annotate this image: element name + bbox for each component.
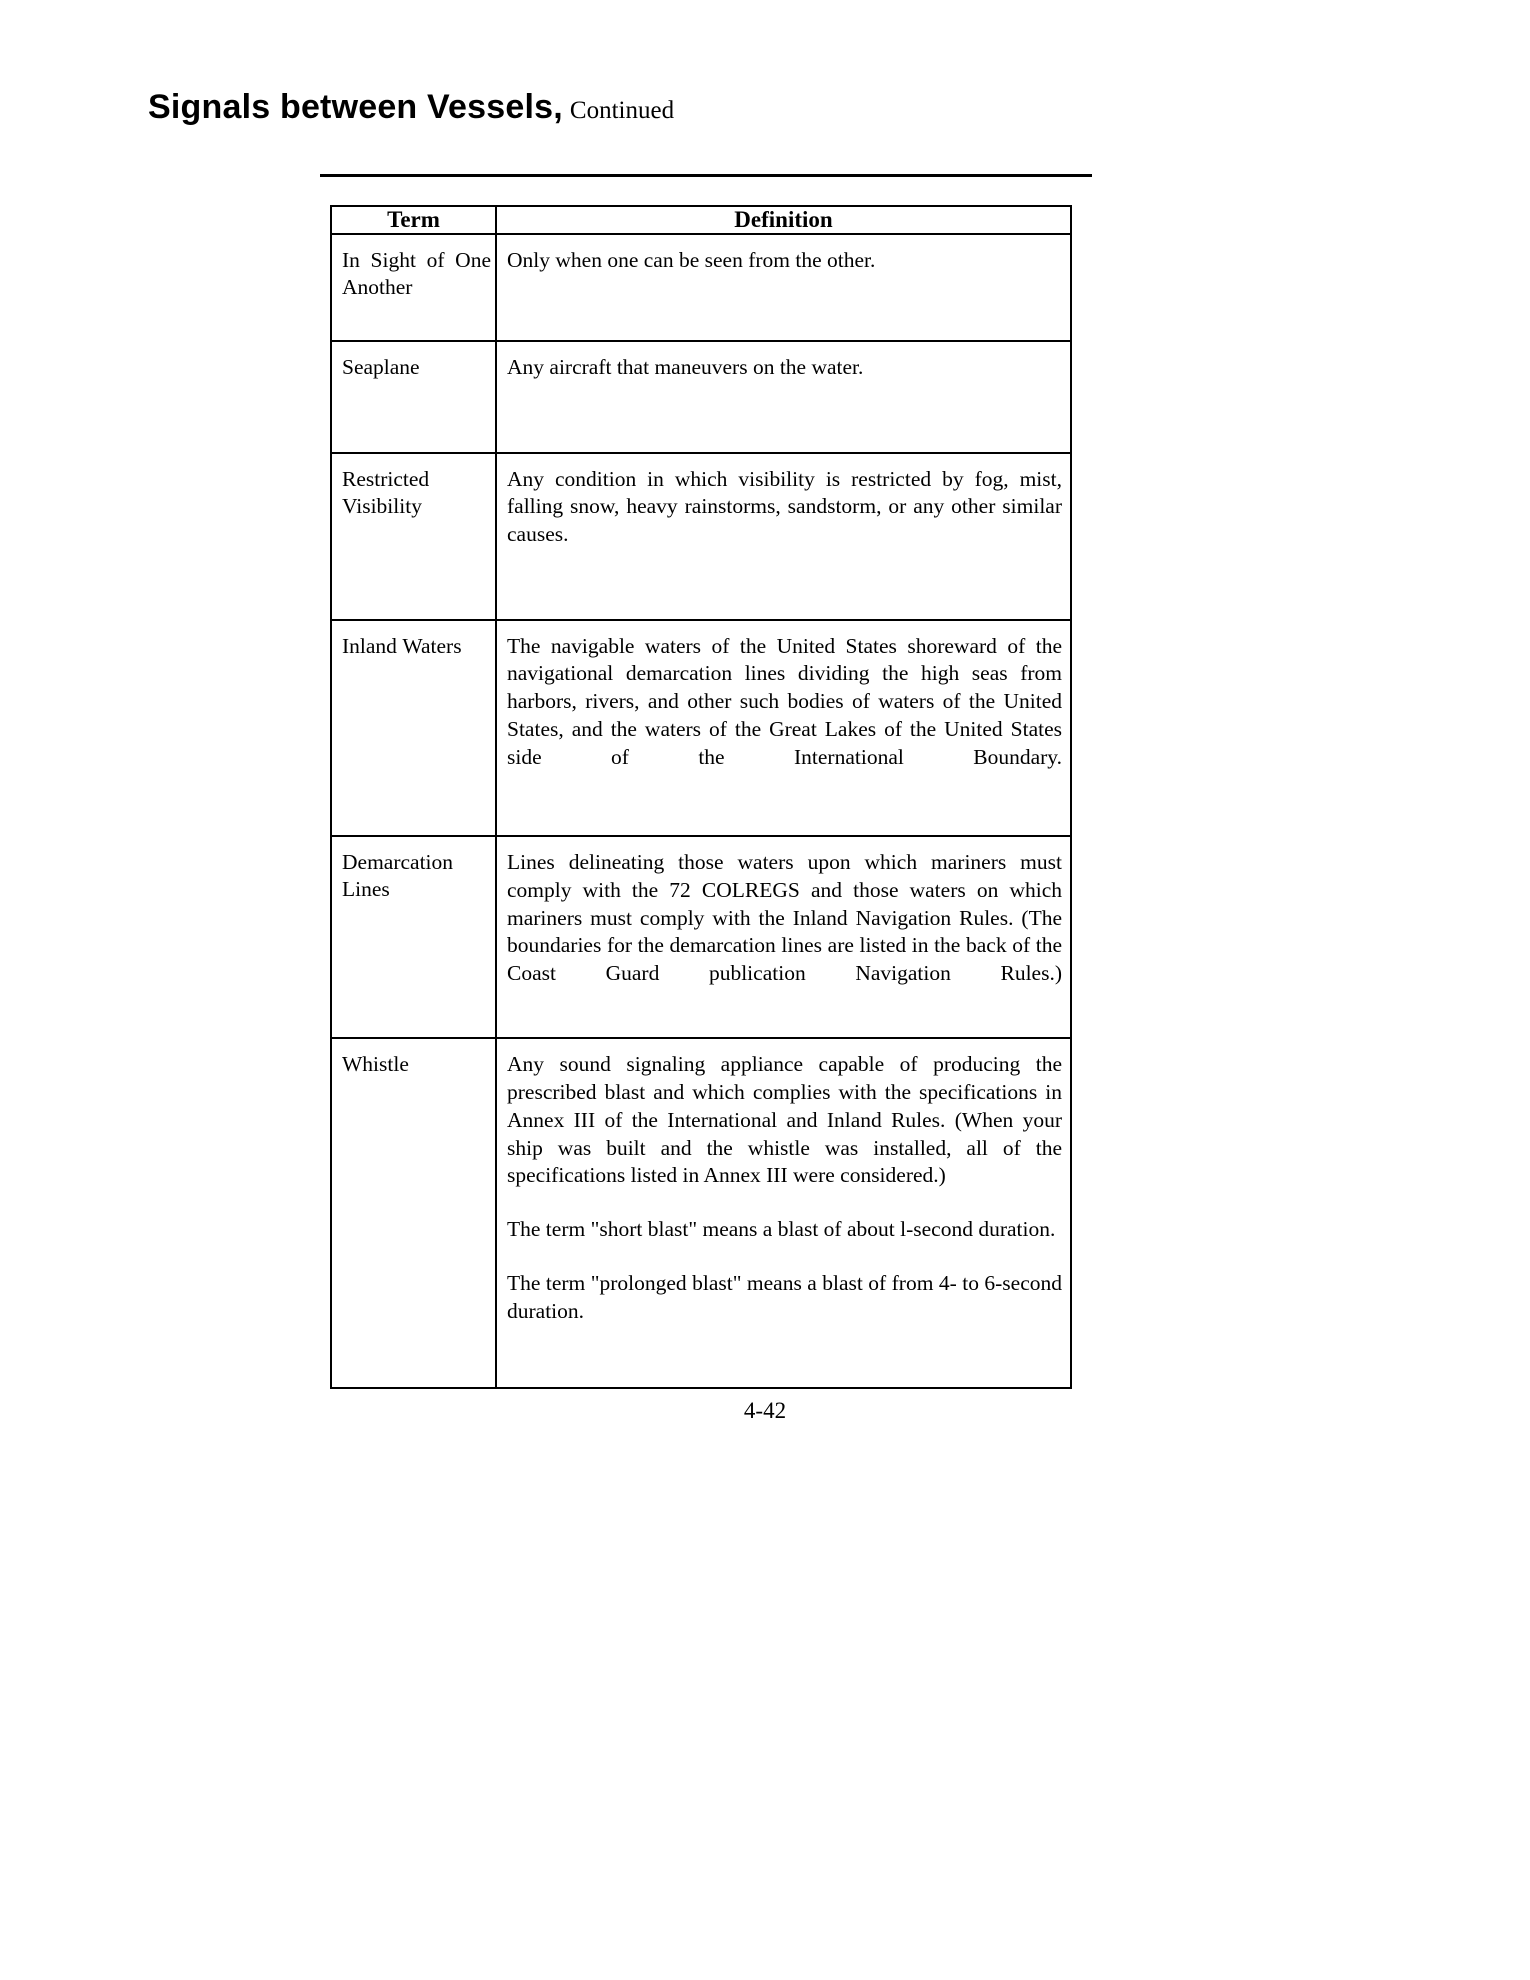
page-title-continued: Continued [569,97,675,124]
definition-cell [496,1038,1071,1388]
definition-paragraph: Any condition in which visibility is restricted by fog, mist, falling snow, heavy rainstorms, sandstorm, or any other similar causes. [507,466,1062,547]
definition-paragraph: Any sound signaling appliance capable of producing the prescribed blast and which complies with the specifications in Annex III of the International and Inland Rules. (When your ship was built and the whistle was installed, all of the specifications listed in Annex III were considered.) [507,1052,1062,1188]
column-header-term: Term [331,206,496,234]
definition-cell [496,453,1071,620]
definition-cell [496,836,1071,1038]
term-cell [331,620,496,836]
table-header-row [331,206,1071,234]
table-row [331,1038,1071,1388]
table-row [331,620,1071,836]
term-text: Whistle [342,1052,409,1077]
term-cell [331,341,496,452]
page-title [148,88,674,127]
term-text: Inland Waters [342,633,462,658]
definition-cell [496,341,1071,452]
heading-divider [320,174,1092,177]
table-row [331,341,1071,452]
definition-paragraph: Only when one can be seen from the other. [507,248,876,272]
term-text: Restricted Visibility [342,466,430,518]
definition-paragraph: Lines delineating those waters upon which mariners must comply with the 72 COLREGS and those waters on which mariners must comply with the Inland Navigation Rules. (The boundaries for the demarcation lines are listed in the back of the Coast Guard publication Navigation Rules.) [507,850,1062,985]
definition-paragraph: The term "short blast" means a blast of about l-second duration. [507,1217,1056,1242]
term-text: In Sight of One Another [342,248,491,300]
definition-paragraph: The navigable waters of the United States shoreward of the navigational demarcation lines dividing the high seas from harbors, rivers, and other such bodies of waters of the United States, and the waters of the Great Lakes of the United States side of the International Boundary. [507,633,1062,769]
term-cell [331,453,496,620]
term-cell [331,836,496,1038]
table-row [331,836,1071,1038]
term-text: Seaplane [342,355,420,380]
table-row [331,234,1071,341]
term-text: Demarcation Lines [342,850,454,902]
column-header-definition: Definition [496,206,1071,234]
page-title-main: Signals between Vessels, [148,88,563,126]
page-number: 4-42 [743,1398,787,1423]
terms-definitions-table [330,205,1072,1389]
definition-cell [496,234,1071,341]
definition-paragraph: The term "prolonged blast" means a blast of from 4- to 6-second duration. [507,1270,1062,1323]
definition-paragraph: Any aircraft that maneuvers on the water. [507,355,864,380]
term-cell [331,234,496,341]
definition-cell [496,620,1071,836]
term-cell [331,1038,496,1388]
table-row [331,453,1071,620]
